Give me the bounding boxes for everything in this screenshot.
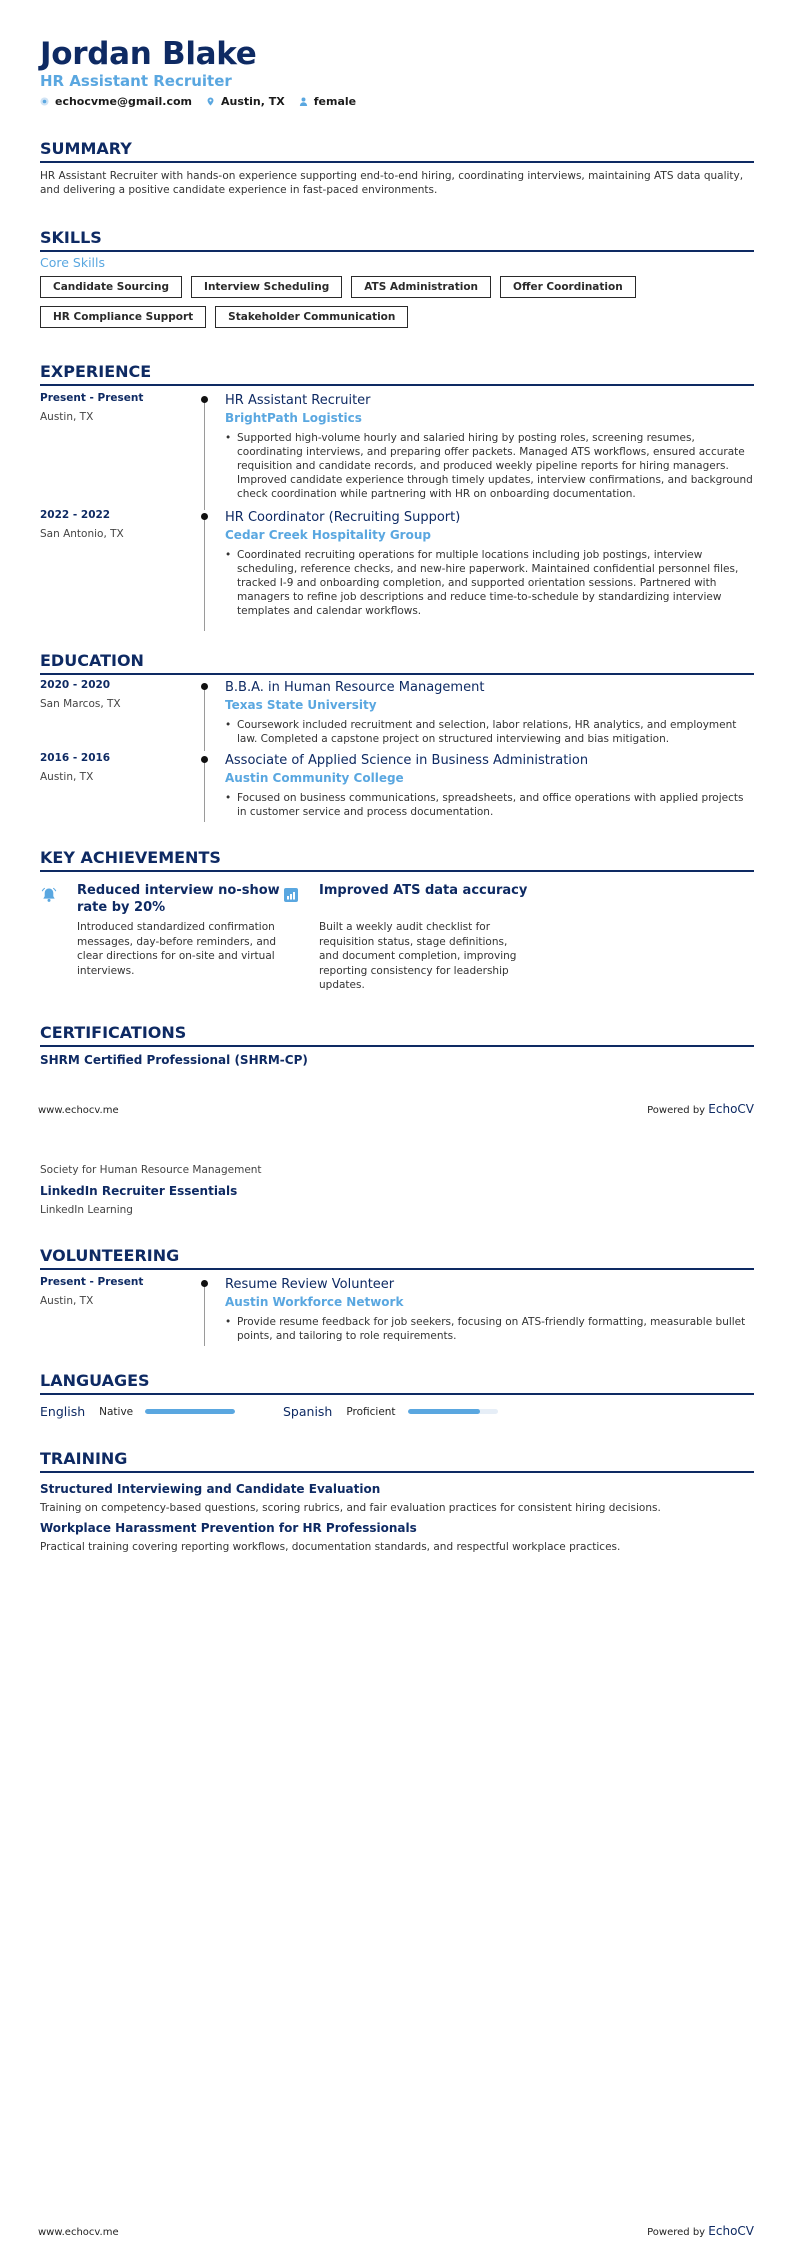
entry-title: Associate of Applied Science in Business Administration <box>225 753 589 768</box>
chart-icon <box>282 886 300 904</box>
entry-date: 2020 - 2020 <box>40 679 111 691</box>
person-icon <box>299 97 308 106</box>
training-name: Workplace Harassment Prevention for HR Professionals <box>40 1521 417 1535</box>
language-item <box>283 1404 498 1419</box>
skill-chip: Offer Coordination <box>500 276 636 298</box>
powered-by-text: Powered by <box>647 2227 706 2238</box>
contact-row <box>40 95 356 108</box>
achievement-title: Reduced interview no-show rate by 20% <box>77 883 280 915</box>
entry-organization: Austin Workforce Network <box>225 1295 404 1309</box>
entry-date: Present - Present <box>40 392 144 404</box>
contact-location <box>206 95 285 108</box>
timeline-dot <box>201 756 208 763</box>
contact-gender <box>299 95 356 108</box>
training-heading: TRAINING <box>40 1449 754 1473</box>
entry-date: Present - Present <box>40 1276 144 1288</box>
skills-group-label: Core Skills <box>40 255 106 270</box>
entry-location: San Marcos, TX <box>40 698 121 710</box>
skill-chip: ATS Administration <box>351 276 491 298</box>
entry-title: HR Coordinator (Recruiting Support) <box>225 510 461 525</box>
timeline-line <box>204 758 205 822</box>
skills-heading: SKILLS <box>40 228 754 252</box>
entry-location: Austin, TX <box>40 771 94 783</box>
language-item <box>40 1404 235 1419</box>
contact-email[interactable] <box>40 95 192 108</box>
skills-chip-list <box>40 276 754 328</box>
brand-logo-text: EchoCV <box>708 1102 754 1116</box>
entry-organization: Texas State University <box>225 698 377 712</box>
achievement-description: Built a weekly audit checklist for requisition status, stage definitions, and document completion, improving reporting consistency for leadership updates. <box>319 921 517 991</box>
entry-title: HR Assistant Recruiter <box>225 393 371 408</box>
candidate-role: HR Assistant Recruiter <box>40 72 232 90</box>
timeline-dot <box>201 683 208 690</box>
bell-icon <box>40 886 58 904</box>
timeline-line <box>204 685 205 751</box>
location-pin-icon <box>206 97 215 106</box>
language-name: Spanish <box>283 1404 333 1419</box>
languages-heading: LANGUAGES <box>40 1371 754 1395</box>
certification-name: LinkedIn Recruiter Essentials <box>40 1184 238 1198</box>
timeline-dot <box>201 396 208 403</box>
email-icon <box>40 97 49 106</box>
summary-text: HR Assistant Recruiter with hands-on experience supporting end-to-end hiring, coordinating interviews, maintaining ATS data quality, and delivering a positive candidate experience in fast-paced environments. <box>40 170 744 196</box>
entry-location: San Antonio, TX <box>40 528 124 540</box>
certification-issuer: LinkedIn Learning <box>40 1204 133 1216</box>
entry-location: Austin, TX <box>40 1295 94 1307</box>
training-name: Structured Interviewing and Candidate Evaluation <box>40 1482 381 1496</box>
entry-title: B.B.A. in Human Resource Management <box>225 680 485 695</box>
entry-organization: Austin Community College <box>225 771 404 785</box>
timeline-line <box>204 515 205 631</box>
timeline-dot <box>201 513 208 520</box>
entry-date: 2022 - 2022 <box>40 509 111 521</box>
timeline-line <box>204 398 205 510</box>
entry-date: 2016 - 2016 <box>40 752 111 764</box>
entry-location: Austin, TX <box>40 411 94 423</box>
skill-chip: Stakeholder Communication <box>215 306 408 328</box>
certification-name: SHRM Certified Professional (SHRM-CP) <box>40 1053 308 1067</box>
footer-site-link[interactable]: www.echocv.me <box>38 1105 119 1116</box>
training-description: Training on competency-based questions, scoring rubrics, and fair evaluation practices for consistent hiring decisions. <box>40 1502 661 1514</box>
language-level: Native <box>99 1405 134 1418</box>
language-proficiency-bar <box>145 1409 235 1414</box>
certification-issuer: Society for Human Resource Management <box>40 1164 262 1176</box>
timeline-dot <box>201 1280 208 1287</box>
location-text: Austin, TX <box>221 95 285 108</box>
email-text: echocvme@gmail.com <box>55 95 193 108</box>
entry-bullet: • Coursework included recruitment and selection, labor relations, HR analytics, and employment law. Completed a capstone project on structured interviewing and bias mitigation. <box>225 718 754 746</box>
powered-by-text: Powered by <box>647 1105 706 1116</box>
achievements-heading: KEY ACHIEVEMENTS <box>40 848 754 872</box>
language-proficiency-fill <box>408 1409 480 1414</box>
skill-chip: Interview Scheduling <box>191 276 342 298</box>
entry-bullet: • Supported high-volume hourly and salaried hiring by posting roles, screening resumes, coordinating interviews, and preparing offer packets. Managed ATS workflows, ensured accurate requisition and candidate records, and produced weekly pipeline reports for hiring managers. Improved candidate experience through timely updates, interview confirmations, and background check coordination while partnering with HR on onboarding documentation. <box>225 431 754 501</box>
entry-title: Resume Review Volunteer <box>225 1277 395 1292</box>
timeline-line <box>204 1282 205 1346</box>
volunteering-heading: VOLUNTEERING <box>40 1246 754 1270</box>
language-proficiency-fill <box>145 1409 235 1414</box>
brand-logo-text: EchoCV <box>708 2224 754 2238</box>
language-proficiency-bar <box>408 1409 498 1414</box>
achievement-description: Introduced standardized confirmation messages, day-before reminders, and clear directions for on-site and virtual interviews. <box>77 921 277 977</box>
summary-heading: SUMMARY <box>40 139 754 163</box>
footer-site-link[interactable]: www.echocv.me <box>38 2227 119 2238</box>
gender-text: female <box>313 95 357 108</box>
certifications-heading: CERTIFICATIONS <box>40 1023 754 1047</box>
training-description: Practical training covering reporting workflows, documentation standards, and respectful workplace practices. <box>40 1541 621 1553</box>
entry-organization: BrightPath Logistics <box>225 411 362 425</box>
skill-chip: HR Compliance Support <box>40 306 206 328</box>
entry-bullet: • Coordinated recruiting operations for multiple locations including job postings, interview scheduling, reference checks, and new-hire paperwork. Maintained confidential personnel files, tracked I-9 and onboarding completion, and supported orientation sessions. Partnered with managers to refine job descriptions and reduce time-to-schedule by standardizing interview templates and calendar workflows. <box>225 548 754 618</box>
entry-bullet: • Focused on business communications, spreadsheets, and office operations with applied projects in customer service and process documentation. <box>225 791 754 819</box>
language-name: English <box>40 1404 86 1419</box>
language-level: Proficient <box>346 1405 396 1418</box>
entry-organization: Cedar Creek Hospitality Group <box>225 528 431 542</box>
footer-powered-by <box>647 2224 754 2238</box>
skill-chip: Candidate Sourcing <box>40 276 182 298</box>
experience-heading: EXPERIENCE <box>40 362 754 386</box>
candidate-name: Jordan Blake <box>40 36 257 72</box>
achievement-title: Improved ATS data accuracy <box>319 883 528 898</box>
education-heading: EDUCATION <box>40 651 754 675</box>
footer-powered-by <box>647 1102 754 1116</box>
entry-bullet: • Provide resume feedback for job seekers, focusing on ATS-friendly formatting, measurable bullet points, and tailoring to role requirements. <box>225 1315 754 1343</box>
